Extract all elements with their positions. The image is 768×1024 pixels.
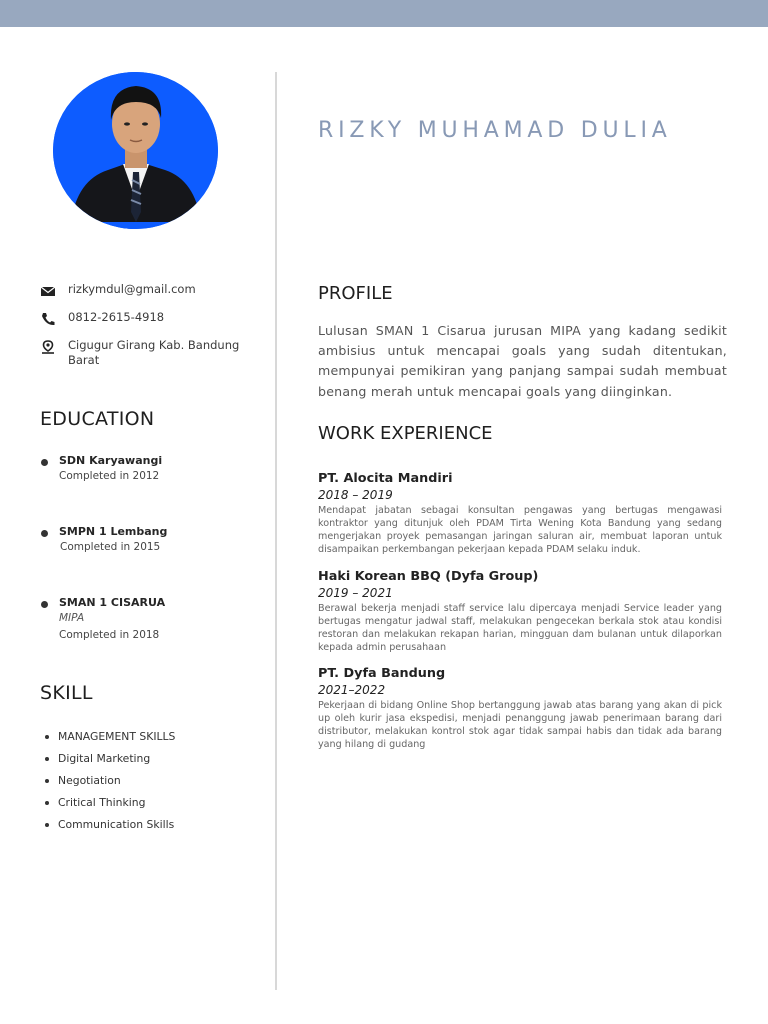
edu-year: Completed in 2015 — [60, 541, 161, 553]
skill-item: Negotiation — [44, 773, 175, 795]
bullet — [45, 735, 49, 739]
edu-year: Completed in 2018 — [59, 629, 160, 641]
job-period: 2021–2022 — [318, 683, 386, 697]
job-company: PT. Dyfa Bandung — [318, 666, 446, 681]
skill-item: Communication Skills — [44, 817, 175, 839]
job-period: 2018 – 2019 — [318, 488, 393, 502]
profile-text: Lulusan SMAN 1 Cisarua jurusan MIPA yang kadang sedikit ambisius untuk mencapai goals yang sudah ditentukan, mempunyai pemikiran yang panjang sampai sudah membuat benang merah untuk mencapai goals yang diinginkan. — [318, 323, 727, 399]
contact-address-row — [40, 338, 255, 368]
bullet — [41, 459, 48, 466]
edu-year: Completed in 2012 — [59, 470, 160, 482]
contact-info — [40, 282, 255, 381]
job-description: Pekerjaan di bidang Online Shop bertanggung jawab atas barang yang akan di pick up oleh kurir jasa ekspedisi, menjadi penanggung jawab penerimaan barang dari distributor, melakukan kontrol stok agar tidak sampai habis dan tidak ada barang yang hilang di gudang — [318, 700, 722, 750]
profile-photo-illustration — [53, 72, 218, 229]
bullet — [45, 779, 49, 783]
job-entry — [318, 568, 722, 654]
contact-email-row — [40, 282, 255, 297]
contact-phone[interactable]: 0812-2615-4918 — [68, 310, 165, 324]
bullet — [41, 530, 48, 537]
job-entry — [318, 665, 722, 751]
job-period: 2019 – 2021 — [318, 586, 393, 600]
bullet — [45, 801, 49, 805]
skill-heading: SKILL — [40, 682, 93, 704]
envelope-icon — [40, 283, 56, 297]
skill-item: Digital Marketing — [44, 751, 175, 773]
profile-heading: PROFILE — [318, 283, 393, 304]
location-pin-icon — [40, 339, 56, 353]
contact-address: Cigugur Girang Kab. Bandung Barat — [68, 338, 240, 367]
column-divider — [275, 72, 277, 990]
contact-email[interactable]: rizkymdul@gmail.com — [68, 282, 196, 296]
job-entry — [318, 470, 722, 556]
education-item — [40, 524, 260, 556]
skill-list — [44, 729, 175, 839]
bullet — [45, 757, 49, 761]
edu-school: SDN Karyawangi — [59, 454, 163, 467]
bullet — [41, 601, 48, 608]
work-experience-heading: WORK EXPERIENCE — [318, 423, 493, 444]
skill-item: Critical Thinking — [44, 795, 175, 817]
job-description: Berawal bekerja menjadi staff service lalu dipercaya menjadi Service leader yang bertugas mengatur jadwal staff, melakukan pengecekan berkala stok atau kondisi restoran dan melakukan rekapan harian, mingguan dam bulanan untuk dilaporkan kepada admin perusahaan — [318, 603, 722, 653]
profile-photo — [53, 72, 218, 229]
edu-school: SMAN 1 CISARUA — [59, 596, 166, 609]
top-accent-bar — [0, 0, 768, 27]
education-item — [40, 453, 260, 485]
skill-item: MANAGEMENT SKILLS — [44, 729, 175, 751]
job-company: Haki Korean BBQ (Dyfa Group) — [318, 569, 539, 584]
education-heading: EDUCATION — [40, 408, 155, 430]
bullet — [45, 823, 49, 827]
job-description: Mendapat jabatan sebagai konsultan pengawas yang bertugas mengawasi kontraktor yang ditunjuk oleh PDAM Tirta Wening Kota Bandung yang sedang mengerjakan proyek pemasangan jaringan saluran air, membuat laporan untuk disampaikan perkembangan pekerjaan kepada PDAM selaku induk. — [318, 505, 722, 555]
candidate-name: RIZKY MUHAMAD DULIA — [318, 118, 672, 143]
education-item — [40, 595, 260, 644]
edu-school: SMPN 1 Lembang — [59, 525, 168, 538]
phone-icon — [40, 311, 56, 325]
edu-major: MIPA — [59, 612, 85, 624]
job-company: PT. Alocita Mandiri — [318, 471, 453, 486]
contact-phone-row — [40, 310, 255, 325]
